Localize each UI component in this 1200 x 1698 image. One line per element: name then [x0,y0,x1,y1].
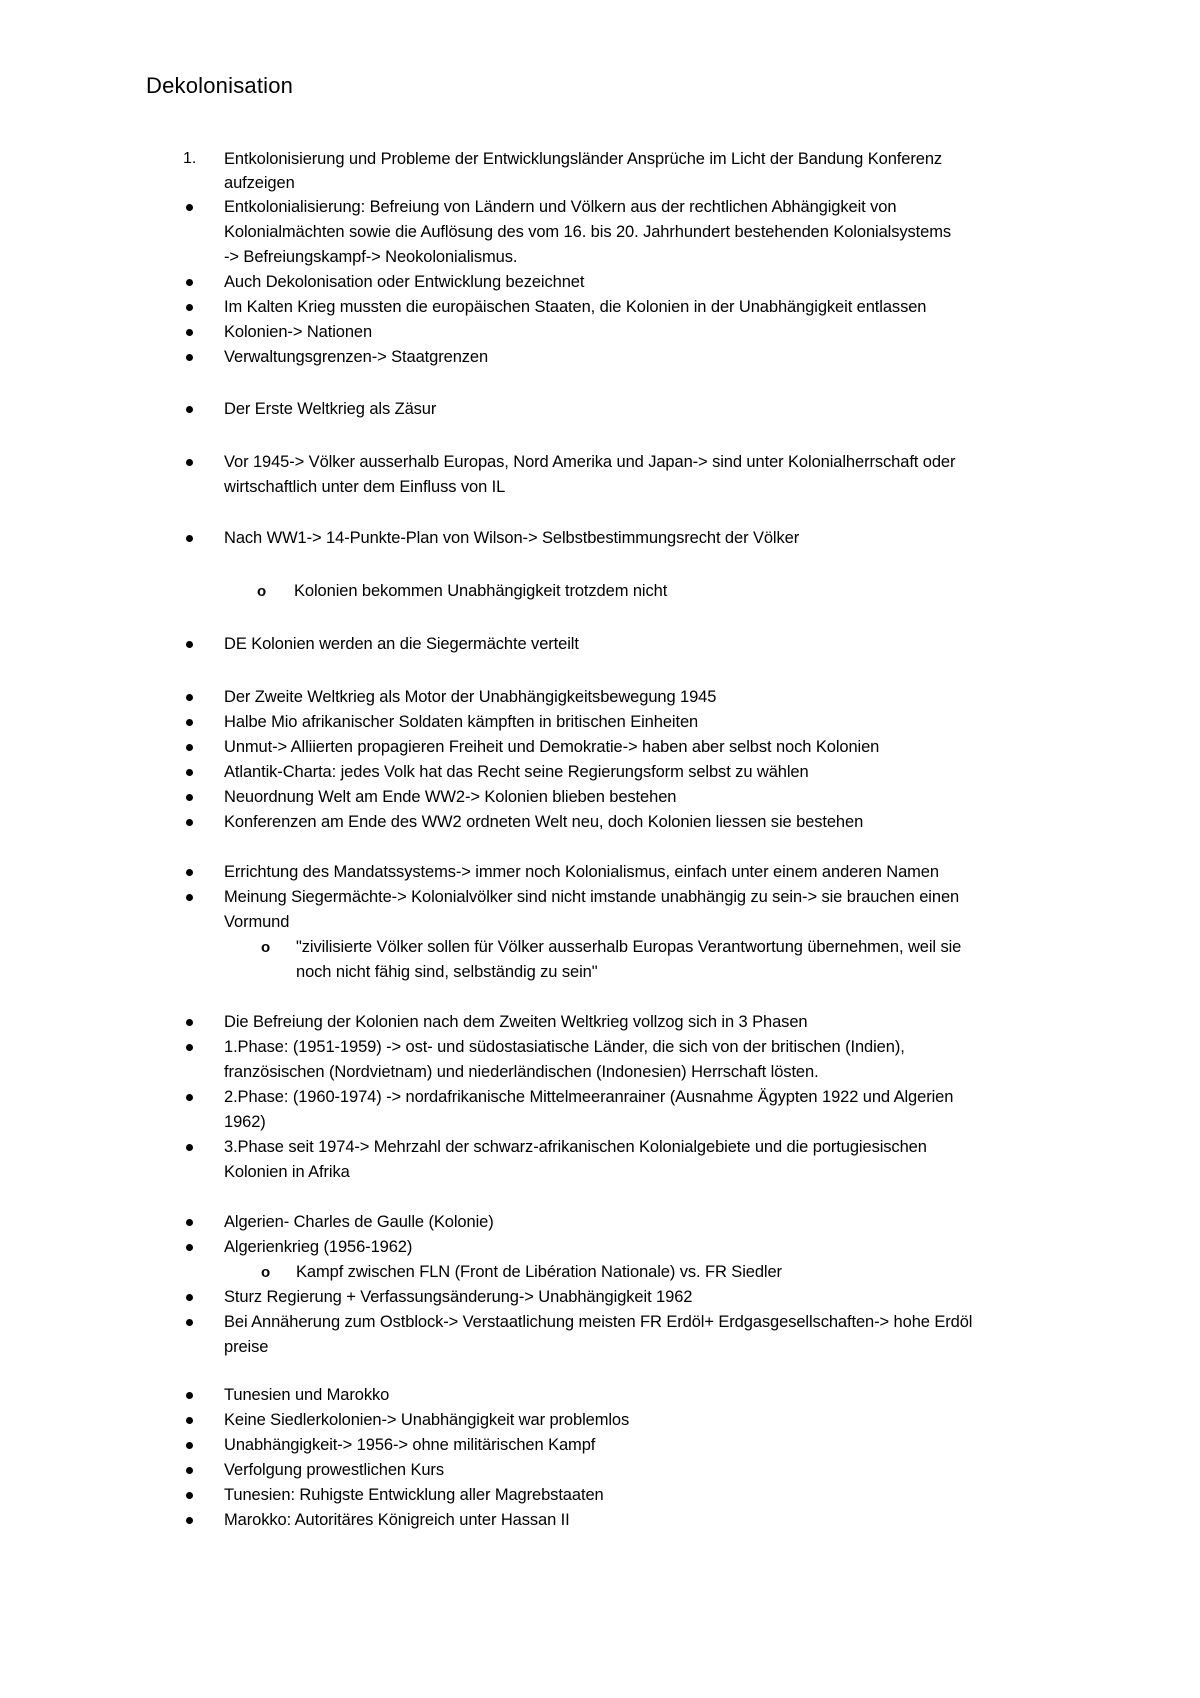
list-item-line: Kolonien-> Nationen [224,323,373,341]
bullet-icon [186,1219,193,1226]
list-item-line: Errichtung des Mandatssystems-> immer noch Kolonialismus, einfach unter einem anderen Namen [224,863,939,881]
list-item-line: Sturz Regierung + Verfassungsänderung-> Unabhängigkeit 1962 [224,1288,693,1306]
list-item-line: Konferenzen am Ende des WW2 ordneten Welt neu, doch Kolonien liessen sie bestehen [224,813,864,831]
bullet-icon [186,459,193,466]
bullet-icon [186,279,193,286]
sub-bullet-icon: o [261,1264,271,1281]
heading-line: aufzeigen [224,174,295,192]
list-item-line: Der Zweite Weltkrieg als Motor der Unabhängigkeitsbewegung 1945 [224,688,717,706]
list-item-line: Tunesien und Marokko [224,1386,390,1404]
list-item-line: Verfolgung prowestlichen Kurs [224,1461,444,1479]
bullet-icon [186,1094,193,1101]
list-item-line: Auch Dekolonisation oder Entwicklung bezeichnet [224,273,585,291]
list-item-line: noch nicht fähig sind, selbständig zu sein" [296,963,598,981]
bullet-icon [186,1144,193,1151]
list-item-line: Atlantik-Charta: jedes Volk hat das Recht seine Regierungsform selbst zu wählen [224,763,809,781]
bullet-icon [186,769,193,776]
list-item-line: 2.Phase: (1960-1974) -> nordafrikanische Mittelmeeranrainer (Ausnahme Ägypten 1922 und Algerien [224,1088,954,1106]
bullet-icon [186,744,193,751]
list-item-line: Unabhängigkeit-> 1956-> ohne militärischen Kampf [224,1436,596,1454]
heading-line: Entkolonisierung und Probleme der Entwicklungsländer Ansprüche im Licht der Bandung Konferenz [224,150,943,168]
list-item-line: Nach WW1-> 14-Punkte-Plan von Wilson-> Selbstbestimmungsrecht der Völker [224,529,800,547]
list-item-line: Der Erste Weltkrieg als Zäsur [224,400,437,418]
bullet-icon [186,694,193,701]
list-item-line: Entkolonialisierung: Befreiung von Ländern und Völkern aus der rechtlichen Abhängigkeit von [224,198,897,216]
list-item-line: Vormund [224,913,290,931]
list-item-line: DE Kolonien werden an die Siegermächte verteilt [224,635,579,653]
bullet-icon [186,819,193,826]
list-item-line: Die Befreiung der Kolonien nach dem Zweiten Weltkrieg vollzog sich in 3 Phasen [224,1013,808,1031]
document-title: Dekolonisation [146,73,294,98]
list-item-line: Kolonien bekommen Unabhängigkeit trotzdem nicht [294,582,668,600]
bullet-icon [186,1319,193,1326]
bullet-icon [186,1044,193,1051]
list-item-line: Marokko: Autoritäres Königreich unter Hassan II [224,1511,570,1529]
list-item-line: wirtschaftlich unter dem Einfluss von IL [224,478,506,496]
bullet-icon [186,794,193,801]
bullet-icon [186,304,193,311]
list-item-line: französischen (Nordvietnam) und niederländischen (Indonesien) Herrschaft lösten. [224,1063,819,1081]
bullet-icon [186,354,193,361]
list-item-line: Algerienkrieg (1956-1962) [224,1238,413,1256]
heading-number: 1. [183,150,197,167]
bullet-icon [186,641,193,648]
list-item-line: Algerien- Charles de Gaulle (Kolonie) [224,1213,494,1231]
list-item-line: Kolonialmächten sowie die Auflösung des vom 16. bis 20. Jahrhundert bestehenden Kolonialsystems [224,223,952,241]
bullet-icon [186,535,193,542]
list-item-line: Meinung Siegermächte-> Kolonialvölker sind nicht imstande unabhängig zu sein-> sie brauchen einen [224,888,960,906]
list-item-line: Tunesien: Ruhigste Entwicklung aller Magrebstaaten [224,1486,604,1504]
list-item-line: Neuordnung Welt am Ende WW2-> Kolonien blieben bestehen [224,788,677,806]
list-item-line: Keine Siedlerkolonien-> Unabhängigkeit war problemlos [224,1411,630,1429]
list-item-line: Bei Annäherung zum Ostblock-> Verstaatlichung meisten FR Erdöl+ Erdgasgesellschaften-> hohe Erdöl [224,1313,973,1331]
bullet-icon [186,204,193,211]
list-item-line: Kolonien in Afrika [224,1163,350,1181]
bullet-icon [186,719,193,726]
list-item-line: 1962) [224,1113,266,1131]
list-item-line: Unmut-> Alliierten propagieren Freiheit und Demokratie-> haben aber selbst noch Kolonien [224,738,880,756]
list-item-line: preise [224,1338,269,1356]
bullet-icon [186,1492,193,1499]
bullet-icon [186,406,193,413]
bullet-icon [186,1467,193,1474]
bullet-icon [186,1517,193,1524]
list-item-line: Verwaltungsgrenzen-> Staatgrenzen [224,348,489,366]
list-item-line: Vor 1945-> Völker ausserhalb Europas, Nord Amerika und Japan-> sind unter Kolonialherrschaft oder [224,453,956,471]
list-item-line: Kampf zwischen FLN (Front de Libération Nationale) vs. FR Siedler [296,1263,782,1281]
bullet-icon [186,1294,193,1301]
sub-bullet-icon: o [257,583,267,600]
sub-bullet-icon: o [261,939,271,956]
list-item-line: Im Kalten Krieg mussten die europäischen Staaten, die Kolonien in der Unabhängigkeit entlassen [224,298,927,316]
list-item-line: "zivilisierte Völker sollen für Völker ausserhalb Europas Verantwortung übernehmen, weil sie [296,938,962,956]
bullet-icon [186,1019,193,1026]
list-item-line: -> Befreiungskampf-> Neokolonialismus. [224,248,518,266]
list-item-line: Halbe Mio afrikanischer Soldaten kämpften in britischen Einheiten [224,713,699,731]
bullet-icon [186,1417,193,1424]
bullet-icon [186,329,193,336]
bullet-icon [186,894,193,901]
list-item-line: 1.Phase: (1951-1959) -> ost- und südostasiatische Länder, die sich von der britischen (Indien), [224,1038,905,1056]
bullet-icon [186,869,193,876]
list-item-line: 3.Phase seit 1974-> Mehrzahl der schwarz-afrikanischen Kolonialgebiete und die portugiesischen [224,1138,927,1156]
bullet-icon [186,1442,193,1449]
bullet-icon [186,1392,193,1399]
bullet-icon [186,1244,193,1251]
